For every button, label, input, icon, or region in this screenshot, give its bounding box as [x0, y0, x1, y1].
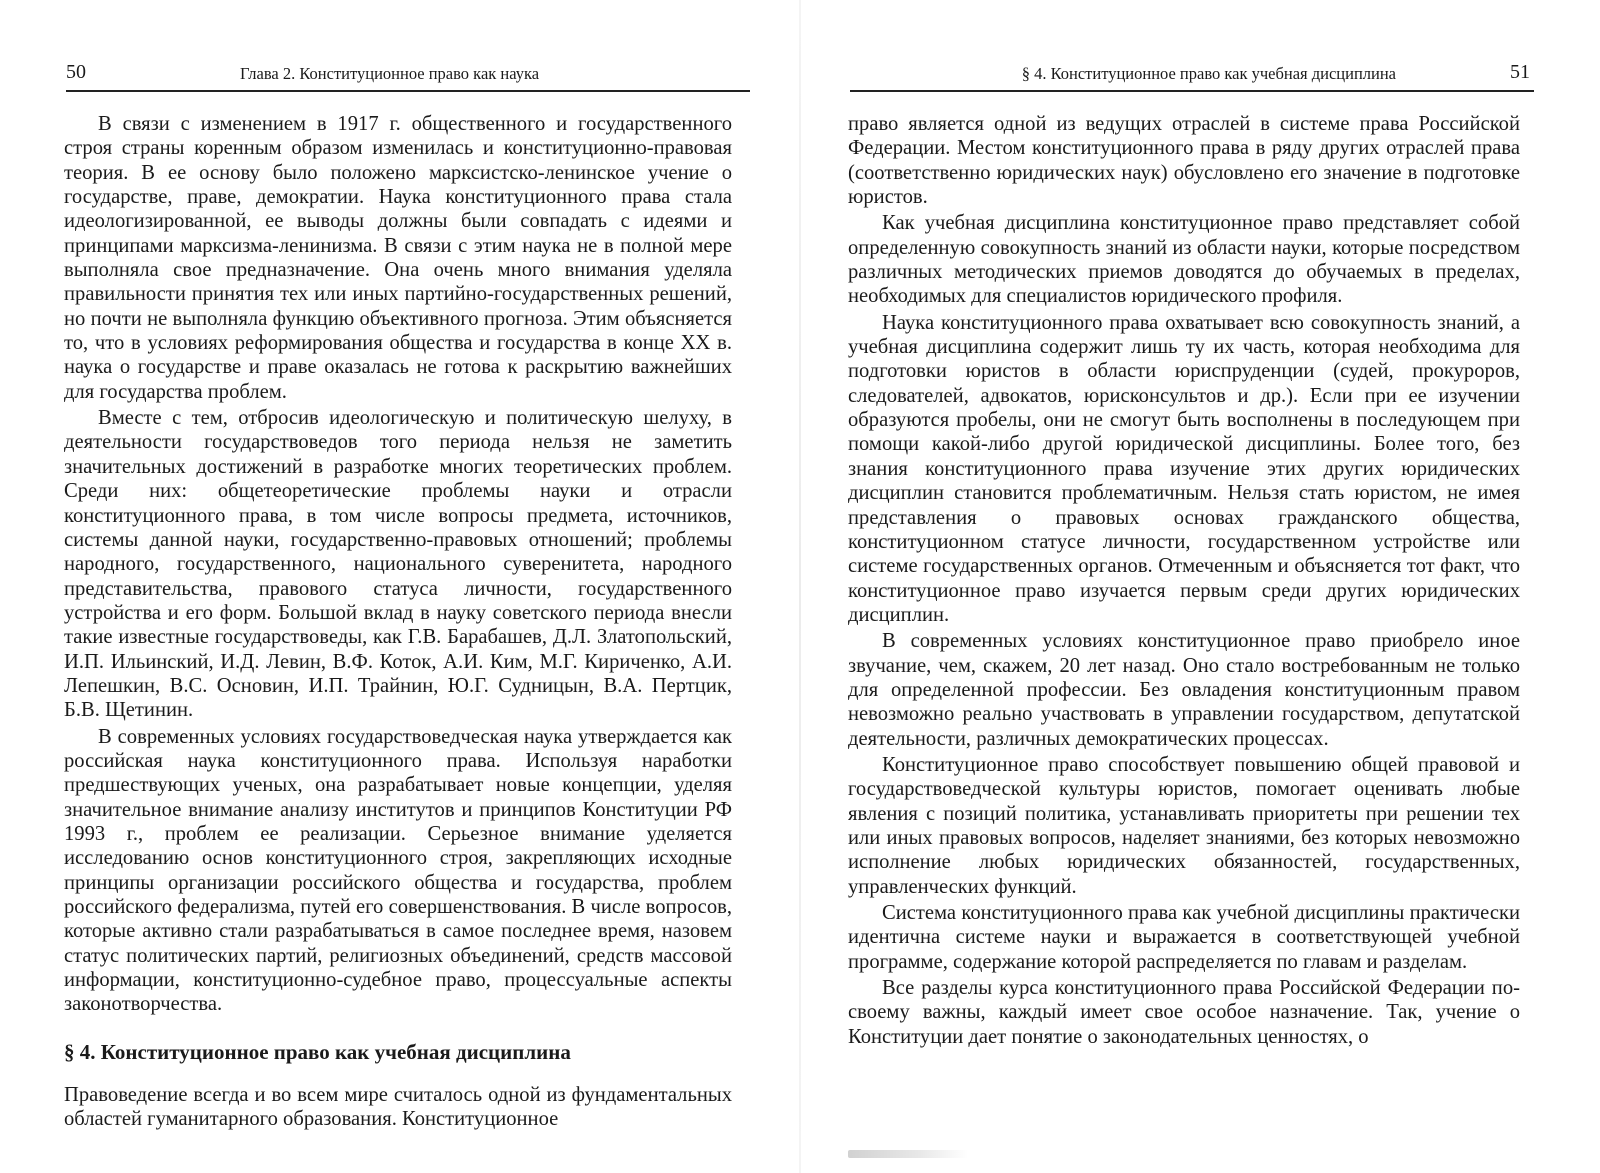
page-number: 50 — [66, 61, 86, 83]
running-header — [66, 58, 750, 92]
paragraph: В современных условиях конституционное право приобрело иное звучание, чем, скажем, 20 лет назад. Оно стало востребованным не только для определенной профессии. Без овладения конституционным правом невозможно реально участвовать в управлении государством, депутатской деятельности, различных демократических процессах. — [848, 630, 1520, 750]
right-page — [800, 0, 1600, 1173]
running-head-title: Глава 2. Конституционное право как наука — [240, 64, 540, 83]
page-body — [64, 112, 732, 1131]
paragraph: В связи с изменением в 1917 г. общественного и государственного строя страны коренным образом изменилась и конституционно-правовая теория. В ее основу было положено марксистско-ленинское учение о государстве, праве, демократии. Наука конституционного права стала идеологизированной, ее выводы должны были совпадать с идеями и принципами марксизма-ленинизма. В связи с этим наука не в полной мере выполняла свое предназначение. Она очень много внимания уделяла правильности принятия тех или иных партийно-государственных решений, но почти не выполняла функцию объективного прогноза. Этим объясняется то, что в условиях реформирования общества и государства в конце XX в. наука о государстве и праве оказалась не готова к раскрытию важнейших для государства проблем. — [64, 113, 732, 403]
paragraph: Вместе с тем, отбросив идеологическую и политическую шелуху, в деятельности государствоведов того периода нельзя не заметить значительных достижений в разработке многих теоретических проблем. Среди них: общетеоретические проблемы науки и отрасли конституционного права, в том числе вопросы предмета, источников, системы данной науки, государственно-правовых отношений; проблемы народного, государственного, национального суверенитета, народного представительства, правового статуса личности, государственного устройства и его форм. Большой вклад в науку советского периода внесли такие известные государствоведы, как Г.В. Барабашев, Д.Л. Златопольский, И.П. Ильинский, И.Д. Левин, В.Ф. Коток, А.И. Ким, М.Г. Кириченко, А.И. Лепешкин, В.С. Основин, И.П. Трайнин, Ю.Г. Судницын, В.А. Пертцик, Б.В. Щетинин. — [64, 407, 732, 722]
paragraph-continuation: право является одной из ведущих отраслей в системе права Российской Федерации. Местом конституционного права в ряду других отраслей права (соответственно юридических наук) обусловлено его значение в подготовке юристов. — [848, 113, 1520, 209]
paragraph: Правоведение всегда и во всем мире считалось одной из фундаментальных областей гуманитарного образования. Конституционное — [64, 1083, 732, 1131]
page-body — [848, 112, 1520, 1049]
paragraph: Наука конституционного права охватывает всю совокупность знаний, а учебная дисциплина содержит лишь ту их часть, которая необходима для подготовки юристов в области юриспруденции (судей, прокуроров, следователей, адвокатов, юрисконсультов и др.). Если при ее изучении образуются пробелы, они не смогут быть восполнены в последующем при помощи какой-либо другой юридической дисциплины. Более того, без знания конституционного права изучение этих других юридических дисциплин становится проблематичным. Нельзя стать юристом, не имея представления о правовых основах гражданского общества, конституционном статусе личности, государственном устройстве или системе государственных органов. Отмеченным и объясняется тот факт, что конституционное право изучается первым среди других юридических дисциплин. — [848, 311, 1520, 626]
paragraph: Все разделы курса конституционного права Российской Федерации по-своему важны, каждый имеет свое особое назначение. Так, учение о Конституции дает понятие о законодательных ценностях, о — [848, 977, 1520, 1048]
section-heading: § 4. Конституционное право как учебная дисциплина — [64, 1039, 571, 1064]
running-header — [850, 58, 1534, 92]
running-head-title: § 4. Конституционное право как учебная дисциплина — [1021, 64, 1396, 83]
paragraph: Система конституционного права как учебной дисциплины практически идентична системе науки и выражается в соответствующей учебной программе, содержание которой распределяется по главам и разделам. — [848, 902, 1520, 973]
paragraph: В современных условиях государствоведческая наука утверждается как российская наука конституционного права. Используя наработки предшествующих ученых, она разрабатывает новые концепции, уделяя значительное внимание анализу институтов и принципов Конституции РФ 1993 г., проблем ее реализации. Серьезное внимание уделяется исследованию основ конституционного строя, закрепляющих исходные принципы организации российского общества и государства, проблем российского федерализма, путей его совершенствования. В числе вопросов, которые активно стали разрабатываться в самое последнее время, назовем статус политических партий, религиозных объединений, средств массовой информации, конституционно-судебное право, процессуальные аспекты законотворчества. — [64, 725, 732, 1016]
paragraph: Как учебная дисциплина конституционное право представляет собой определенную совокупность знаний из области науки, которые посредством различных методических приемов доводятся до обучаемых в пределах, необходимых для специалистов юридического профиля. — [848, 212, 1520, 308]
paragraph: Конституционное право способствует повышению общей правовой и государствоведческой культуры юристов, помогает оценивать любые явления с позиций политика, устанавливать приоритеты при решении тех или иных правовых вопросов, наделяет знаниями, без которых невозможно исполнение любых юридических обязанностей, государственных, управленческих функций. — [848, 753, 1520, 898]
page-number: 51 — [1510, 61, 1530, 83]
cut-off-text-fragment — [848, 1150, 968, 1158]
